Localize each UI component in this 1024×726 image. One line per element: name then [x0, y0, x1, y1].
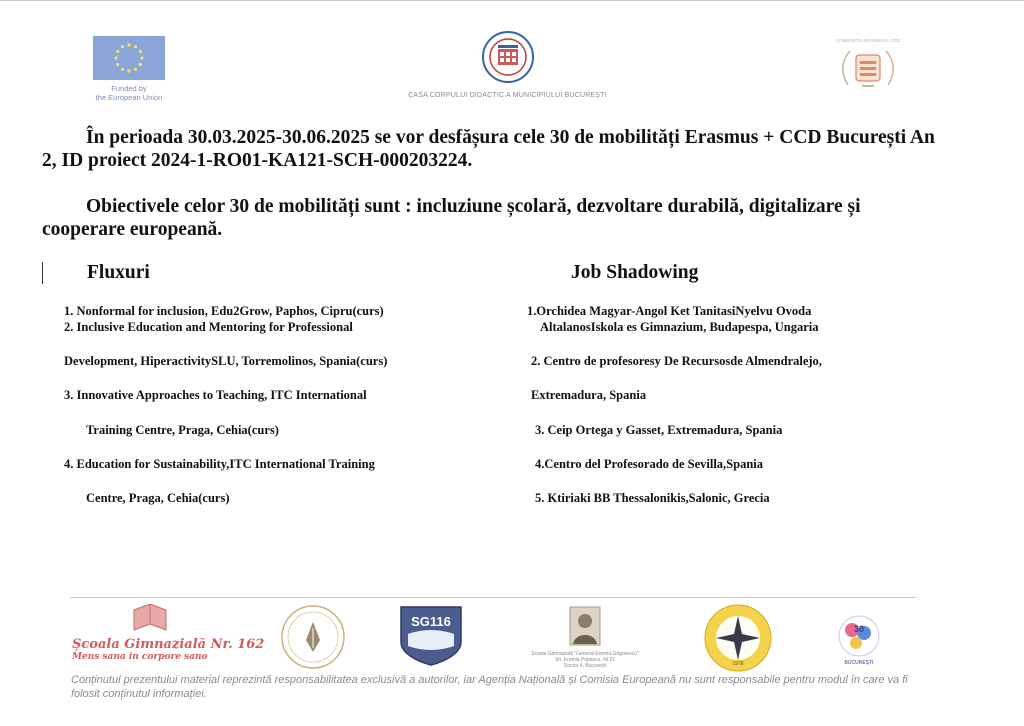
school-grigorescu-logo: [520, 606, 650, 669]
eu-caption-line1: Funded by: [111, 84, 147, 93]
school-grigorescu-line3: Sector 4, București: [563, 663, 607, 669]
fluxuri-heading: Fluxuri: [87, 262, 150, 283]
eu-caption-line2: the European Union: [95, 93, 163, 102]
text-cursor: [42, 262, 43, 284]
job-item-3: 3. Ceip Ortega y Gasset, Extremadura, Spania: [535, 423, 783, 437]
school-logo-icon: [130, 604, 170, 634]
disclaimer-text: Conținutul prezentului material reprezintă responsabilitatea exclusivă a autorilor, iar Agenția Națională și Comisia Europeană nu sunt responsabile pentru modul în care va fi folosit conținutul informației.: [71, 674, 908, 700]
eu-flag-icon: [93, 36, 165, 80]
school-59-logo: [826, 606, 892, 673]
school-pen-logo: [280, 604, 346, 675]
flux-item-3: 3. Innovative Approaches to Teaching, ITC International: [64, 388, 367, 402]
top-border: [0, 0, 1024, 1]
job-item-2-cont: Extremadura, Spania: [531, 388, 647, 402]
flux-item-3-cont: Training Centre, Praga, Cehia(curs): [86, 423, 279, 437]
school-162-logo: [72, 604, 265, 662]
intro-paragraph-2: [42, 195, 942, 241]
eu-caption: [86, 84, 172, 102]
ccd-seal-icon: [481, 30, 535, 84]
job-item-5: 5. Ktiriaki BB Thessalonikis,Salonic, Grecia: [535, 491, 770, 505]
school-59-city: BUCUREȘTI: [844, 660, 874, 666]
sg116-logo: [398, 604, 464, 671]
job-item-2: 2. Centro de profesoresy De Recursosde Almendralejo,: [531, 354, 822, 368]
school-grigorescu-line2: Str. Eremia Popescu, Nr.21: [554, 657, 616, 663]
flux-item-1: 1. Nonformal for inclusion, Edu2Grow, Paphos, Cipru(curs): [64, 304, 384, 318]
school-grigorescu-line1: Școala Gimnazială "General Eremia Grigorescu": [531, 651, 639, 657]
school-59-number: 30: [853, 624, 864, 634]
consortium-logo: [832, 38, 904, 98]
school-luceafarul-logo: [702, 603, 774, 678]
consortium-logo-icon: [836, 43, 900, 93]
job-shadowing-heading: Job Shadowing: [571, 262, 699, 283]
portrait-icon: [569, 606, 601, 646]
intro-paragraph-1: [42, 126, 942, 172]
job-item-4: 4.Centro del Profesorado de Sevilla,Spania: [535, 457, 764, 471]
pen-nib-icon: [280, 604, 346, 670]
school-162-name: Școala Gimnazială Nr. 162: [72, 637, 265, 652]
job-item-1: 1.Orchidea Magyar-Angol Ket TanitasiNyelvu Ovoda: [527, 304, 812, 318]
intro-paragraph-2-text: Obiectivele celor 30 de mobilități sunt : incluziune școlară, dezvoltare durabilă, digitalizare și cooperare europeană.: [42, 196, 861, 240]
school-59-icon: [826, 606, 892, 668]
ccd-logo: [400, 30, 615, 99]
flux-item-2-cont: Development, HiperactivitySLU, Torremolinos, Spania(curs): [64, 354, 388, 368]
intro-paragraph-1-text: În perioada 30.03.2025-30.06.2025 se vor desfășura cele 30 de mobilități Erasmus + CCD București An 2, ID proiect 2024-1-RO01-KA121-SCH-000203224.: [42, 127, 935, 171]
job-item-1-cont: AltalanosIskola es Gimnazium, Budapespa, Ungaria: [540, 320, 819, 334]
flux-item-4-cont: Centre, Praga, Cehia(curs): [86, 491, 230, 505]
consortium-caption: CONSORTIU ERASMUS+ CCD: [835, 38, 901, 43]
sg116-label: SG116: [411, 614, 451, 629]
flux-item-2: 2. Inclusive Education and Mentoring for Professional: [64, 320, 353, 334]
eu-funding-logo: [86, 36, 172, 102]
school-162-motto: Mens sana in corpore sano: [72, 652, 208, 662]
footer-divider: [70, 597, 916, 598]
ccd-caption: CASA CORPULUI DIDACTIC A MUNICIPIULUI BUCUREȘTI: [408, 92, 607, 99]
flux-item-4: 4. Education for Sustainability,ITC International Training: [64, 457, 375, 471]
school-luceafarul-year: 1978: [732, 661, 744, 667]
